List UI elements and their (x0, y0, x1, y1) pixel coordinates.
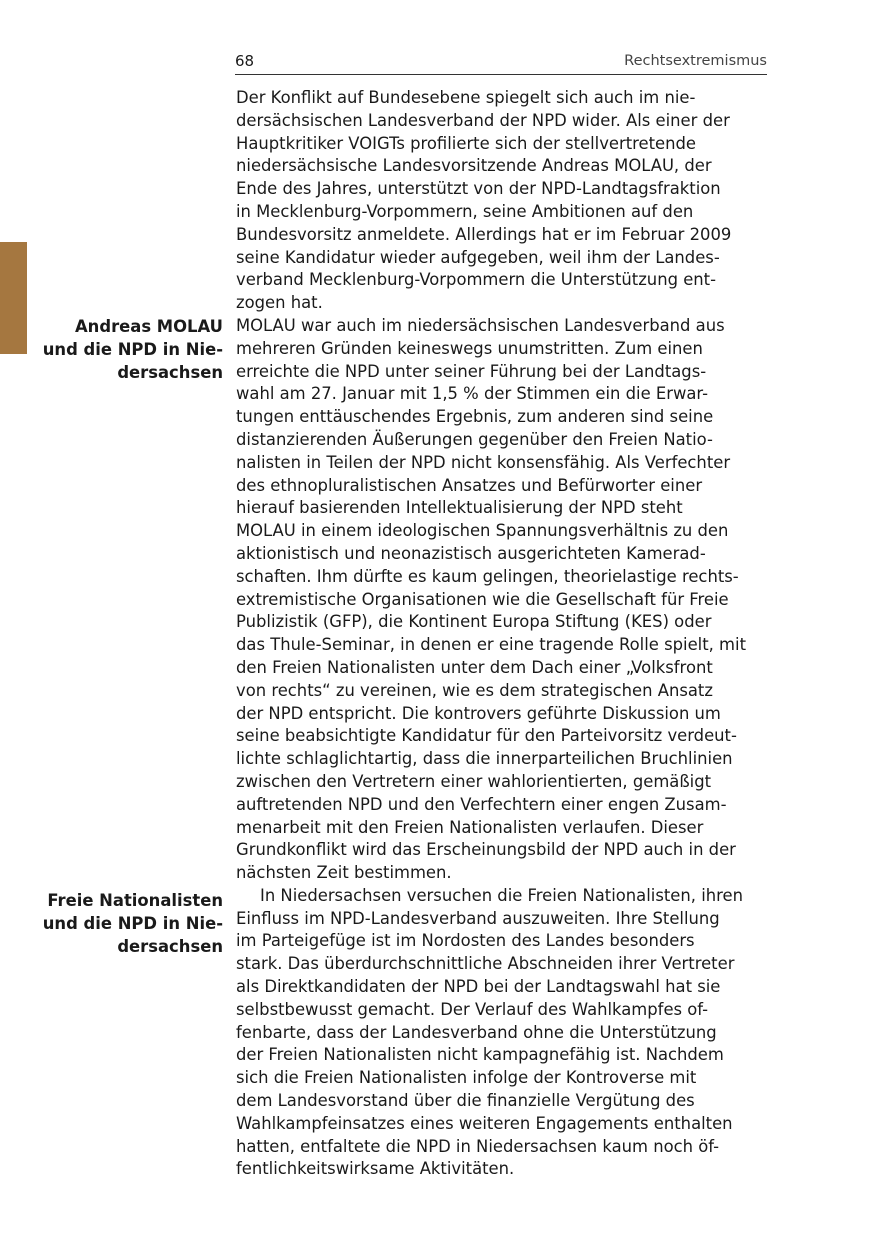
text-line: tungen enttäuschendes Ergebnis, zum anderen sind seine (236, 407, 714, 427)
text-line: hierauf basierenden Intellektualisierung der NPD steht (236, 498, 683, 518)
text-line: wahl am 27. Januar mit 1,5 % der Stimmen ein die Erwar- (236, 384, 709, 404)
text-line: das Thule-Seminar, in denen er eine tragende Rolle spielt, mit (236, 635, 746, 655)
text-line: sich die Freien Nationalisten infolge der Kontroverse mit (236, 1068, 697, 1088)
page-number: 68 (235, 52, 255, 70)
text-line: Wahlkampfeinsatzes eines weiteren Engagements enthalten (236, 1113, 733, 1133)
text-line: In Niedersachsen versuchen die Freien Nationalisten, ihren (260, 885, 743, 905)
text-line: menarbeit mit den Freien Nationalisten verlaufen. Dieser (236, 817, 704, 837)
text-line: selbstbewusst gemacht. Der Verlauf des Wahlkampfes of- (236, 999, 709, 1019)
text-line: der NPD entspricht. Die kontrovers geführte Diskussion um (236, 703, 721, 723)
text-line: Hauptkritiker VOIGTs profilierte sich der stellvertretende (236, 133, 696, 153)
text-line: Bundesvorsitz anmeldete. Allerdings hat er im Februar 2009 (236, 224, 732, 244)
text-line: zwischen den Vertretern einer wahlorientierten, gemäßigt (236, 771, 712, 791)
text-line: niedersächsische Landesvorsitzende Andreas MOLAU, der (236, 156, 712, 176)
text-line: Einfluss im NPD-Landesverband auszuweiten. Ihre Stellung (236, 908, 720, 928)
margin-note-molau (23, 316, 223, 384)
text-line: Der Konflikt auf Bundesebene spiegelt sich auch im nie- (236, 88, 696, 107)
margin-note-line: Freie Nationalisten (47, 891, 223, 910)
text-line: fentlichkeitswirksame Aktivitäten. (236, 1159, 515, 1179)
text-line: extremistische Organisationen wie die Gesellschaft für Freie (236, 589, 729, 609)
text-line: im Parteigefüge ist im Nordosten des Landes besonders (236, 931, 695, 951)
paragraph-bundesebene (236, 87, 770, 315)
text-line: erreichte die NPD unter seiner Führung bei der Landtags- (236, 361, 707, 381)
text-line: stark. Das überdurchschnittliche Abschneiden ihrer Vertreter (236, 954, 735, 974)
text-line: fenbarte, dass der Landesverband ohne die Unterstützung (236, 1022, 717, 1042)
text-line: MOLAU war auch im niedersächsischen Landesverband aus (236, 315, 725, 335)
text-line: als Direktkandidaten der NPD bei der Landtagswahl hat sie (236, 977, 721, 997)
paragraph-molau (236, 315, 770, 885)
text-line: aktionistisch und neonazistisch ausgerichteten Kamerad- (236, 543, 706, 563)
text-line: Grundkonflikt wird das Erscheinungsbild der NPD auch in der (236, 840, 736, 860)
text-line: distanzierenden Äußerungen gegenüber den Freien Natio- (236, 429, 713, 449)
text-line: den Freien Nationalisten unter dem Dach einer „Volksfront (236, 657, 713, 677)
text-line: seine beabsichtigte Kandidatur für den Parteivorsitz verdeut- (236, 726, 737, 746)
text-line: schaften. Ihm dürfte es kaum gelingen, theorielastige rechts- (236, 566, 739, 586)
margin-note-line: dersachsen (117, 936, 223, 956)
text-line: nächsten Zeit bestimmen. (236, 863, 452, 883)
text-line: zogen hat. (236, 293, 323, 313)
text-line: dersächsischen Landesverband der NPD wider. Als einer der (236, 110, 730, 130)
margin-note-freie-nationalisten (23, 890, 223, 958)
margin-note-line: dersachsen (117, 362, 223, 382)
text-line: lichte schlaglichtartig, dass die innerparteilichen Bruchlinien (236, 749, 733, 769)
text-line: nalisten in Teilen der NPD nicht konsensfähig. Als Verfechter (236, 452, 731, 472)
text-line: in Mecklenburg-Vorpommern, seine Ambitionen auf den (236, 201, 694, 221)
margin-note-line: und die NPD in Nie- (42, 339, 223, 359)
running-title: Rechtsextremismus (624, 53, 767, 69)
body-text (236, 87, 770, 1181)
text-line: auftretenden NPD und den Verfechtern einer engen Zusam- (236, 794, 727, 814)
text-line: verband Mecklenburg-Vorpommern die Unterstützung ent- (236, 270, 717, 290)
margin-note-line: und die NPD in Nie- (42, 913, 223, 933)
margin-note-line: Andreas MOLAU (75, 317, 223, 336)
page-header (235, 50, 767, 75)
text-line: MOLAU in einem ideologischen Spannungsverhältnis zu den (236, 521, 729, 541)
paragraph-freie-nationalisten (236, 885, 770, 1181)
text-line: seine Kandidatur wieder aufgegeben, weil ihm der Landes- (236, 247, 720, 267)
text-line: mehreren Gründen keineswegs unumstritten. Zum einen (236, 338, 703, 358)
text-line: der Freien Nationalisten nicht kampagnefähig ist. Nachdem (236, 1045, 724, 1065)
text-line: Ende des Jahres, unterstützt von der NPD-Landtagsfraktion (236, 179, 721, 199)
text-line: Publizistik (GFP), die Kontinent Europa Stiftung (KES) oder (236, 612, 712, 632)
text-line: hatten, entfaltete die NPD in Niedersachsen kaum noch öf- (236, 1136, 720, 1156)
text-line: dem Landesvorstand über die finanzielle Vergütung des (236, 1091, 695, 1111)
text-line: von rechts“ zu vereinen, wie es dem strategischen Ansatz (236, 680, 713, 700)
text-line: des ethnopluralistischen Ansatzes und Befürworter einer (236, 475, 703, 495)
